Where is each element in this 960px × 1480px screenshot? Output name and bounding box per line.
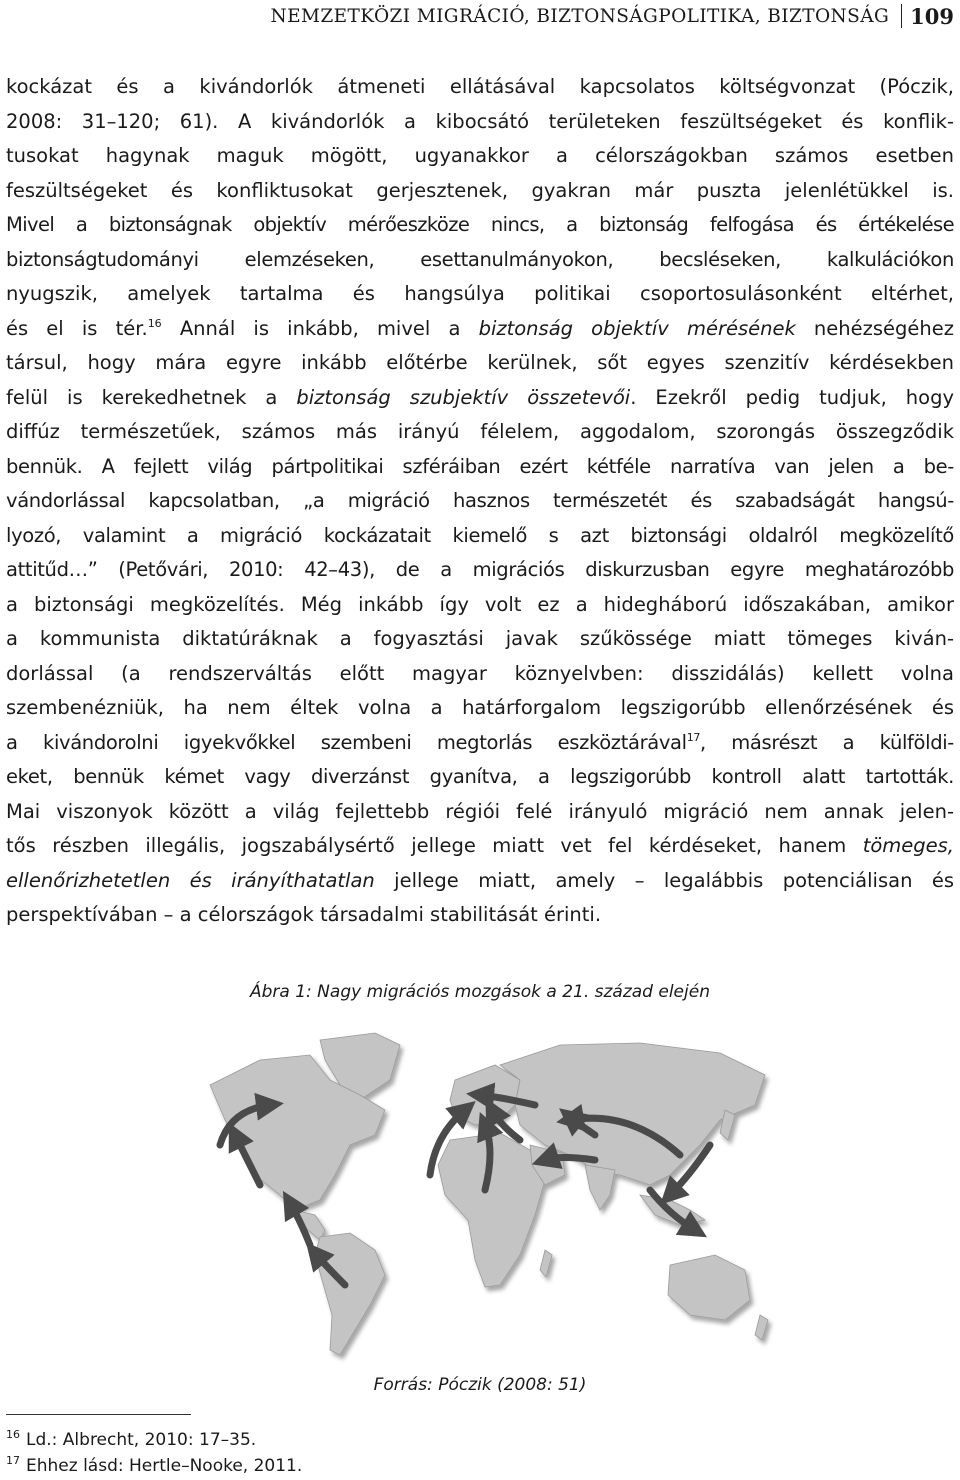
- text-line: ellenőrizhetetlen és irányíthatatlan jellege miatt, amely – legalábbis potenciálisan és: [6, 868, 954, 892]
- text-line: biztonságtudományi elemzéseken, esettanulmányokon, becsléseken, kalkulációkon: [6, 247, 954, 271]
- footnote-ref-17[interactable]: 17: [686, 730, 701, 744]
- text-line: lyozó, valamint a migráció kockázatait kiemelő s azt biztonsági oldalról megközelítő: [6, 523, 954, 547]
- main-paragraph: [6, 70, 954, 933]
- footnote-ref-16[interactable]: 16: [147, 316, 162, 330]
- figure-source: Forrás: Póczik (2008: 51): [373, 1375, 587, 1395]
- footnote-17: $^{17}$ Ehhez lásd: Hertle–Nooke, 2011.: [6, 1454, 303, 1476]
- text-line: diffúz természetűek, számos más irányú félelem, aggodalom, szorongás összegződik: [6, 420, 954, 443]
- text-line: Mivel a biztonságnak objektív mérőeszköze nincs, a biztonság felfogása és értékelése: [6, 213, 954, 236]
- header-title: NEMZETKÖZI MIGRÁCIÓ, BIZTONSÁGPOLITIKA, BIZTONSÁG: [270, 5, 890, 27]
- text-line: eket, bennük kémet vagy diverzánst gyanítva, a legszigorúbb kontroll alatt tartották.: [6, 765, 954, 788]
- migration-arrow: [545, 1158, 595, 1161]
- australia-shape: [668, 1255, 750, 1320]
- india-shape: [585, 1165, 615, 1210]
- text-line: szembenézniük, ha nem éltek volna a határforgalom legszigorúbb ellenőrzésének és: [6, 696, 954, 719]
- text-line: attitűd…” (Petővári, 2010: 42–43), de a migrációs diskurzusban egyre meghatározóbb: [6, 558, 954, 581]
- text-line: kockázat és a kivándorlók átmeneti ellátásával kapcsolatos költségvonzat (Póczik,: [6, 75, 954, 98]
- world-migration-map: [200, 1025, 780, 1365]
- text-line: dorlással (a rendszerváltás előtt magyar köznyelvben: disszidálás) kellett volna: [6, 661, 954, 685]
- text-line: a biztonsági megközelítés. Még inkább így volt ez a hidegháború időszakában, amikor: [6, 592, 954, 616]
- text-line: társul, hogy mára egyre inkább előtérbe kerülnek, sőt egyes szenzitív kérdésekben: [6, 351, 954, 374]
- text-line: nyugszik, amelyek tartalma és hangsúlya politikai csoportosulásonként eltérhet,: [6, 282, 954, 305]
- south-america-shape: [315, 1233, 385, 1355]
- new-zealand-shape: [755, 1315, 768, 1340]
- page-number: 109: [910, 3, 954, 29]
- footnote-16: $^{16}$ Ld.: Albrecht, 2010: 17–35.: [6, 1428, 257, 1450]
- text-line: a kivándorolni igyekvőkkel szembeni megtorlás eszköztárával$^{17}$, másrészt a külföldi-: [6, 730, 954, 754]
- text-line: bennük. A fejlett világ pártpolitikai szféráiban ezért kétféle narratíva van jelen a be-: [6, 454, 954, 478]
- footnote-separator: [6, 1414, 191, 1415]
- text-line: 2008: 31–120; 61). A kivándorlók a kibocsátó területeken feszültségeket és konflik-: [6, 109, 954, 133]
- text-line: tős részben illegális, jogszabálysértő jellege miatt vet fel kérdéseket, hanem tömeges,: [6, 834, 954, 857]
- text-line: vándorlással kapcsolatban, „a migráció hasznos természetét és szabadságát hangsú-: [6, 489, 954, 512]
- madagascar-shape: [540, 1250, 552, 1277]
- text-line: Mai viszonyok között a világ fejlettebb régiói felé irányuló migráció nem annak jelen-: [6, 799, 954, 823]
- text-line: tusokat hagynak maguk mögött, ugyanakkor a célországokban számos esetben: [6, 144, 954, 167]
- header-divider: [901, 4, 902, 28]
- running-header: [270, 4, 954, 28]
- text-line: perspektívában – a célországok társadalmi stabilitását érinti.: [6, 903, 602, 926]
- figure-caption: Ábra 1: Nagy migrációs mozgások a 21. század elején: [250, 982, 710, 1002]
- text-line: feszültségeket és konfliktusokat gerjesztenek, gyakran már puszta jelenlétükkel is.: [6, 178, 954, 202]
- text-line: a kommunista diktatúráknak a fogyasztási javak szűkössége miatt tömeges kiván-: [6, 627, 954, 650]
- text-line: felül is kerekedhetnek a biztonság szubjektív összetevői. Ezekről pedig tudjuk, hogy: [6, 385, 954, 409]
- text-line: és el is tér.$^{16}$ Annál is inkább, mivel a biztonság objektív mérésének nehézségéhez: [6, 316, 954, 340]
